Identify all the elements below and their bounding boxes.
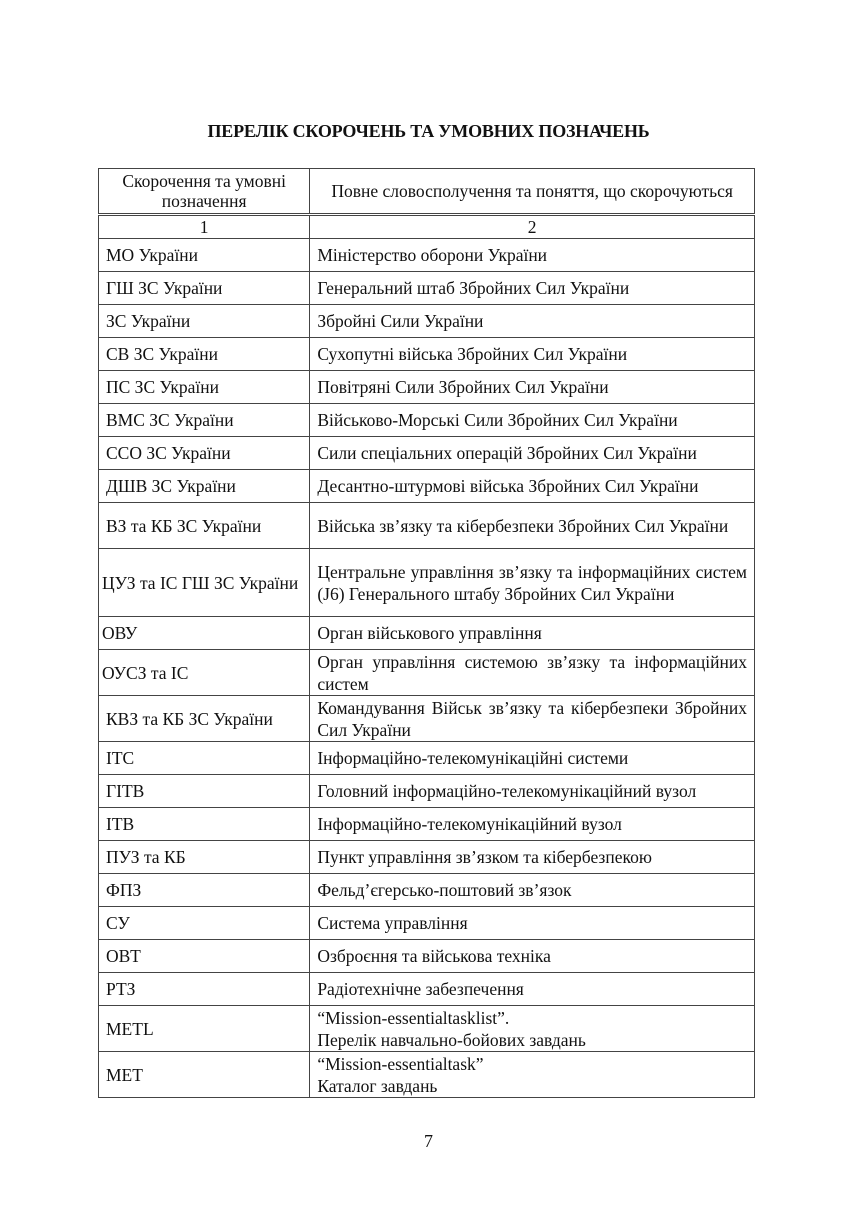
abbreviation-cell: ПУЗ та КБ: [99, 841, 310, 874]
meaning-cell: Командування Військ зв’язку та кібербезпеки Збройних Сил України: [310, 696, 755, 742]
table-row: [99, 650, 755, 696]
table-row: [99, 503, 755, 549]
table-row: [99, 1052, 755, 1098]
meaning-cell: Орган управління системою зв’язку та інформаційних систем: [310, 650, 755, 696]
column-number-row: [99, 216, 755, 239]
page-title: ПЕРЕЛІК СКОРОЧЕНЬ ТА УМОВНИХ ПОЗНАЧЕНЬ: [207, 121, 650, 141]
meaning-cell: Орган військового управління: [310, 617, 755, 650]
header-cell-abbreviations: Скорочення та умовні позначення: [99, 169, 310, 214]
table-row: [99, 239, 755, 272]
abbreviation-cell: СУ: [99, 907, 310, 940]
meaning-cell: [310, 1006, 755, 1052]
meaning-cell: Система управління: [310, 907, 755, 940]
abbreviation-cell: РТЗ: [99, 973, 310, 1006]
table-row: [99, 404, 755, 437]
table-row: [99, 841, 755, 874]
table-row: [99, 338, 755, 371]
meaning-cell: Інформаційно-телекомунікаційні системи: [310, 742, 755, 775]
table-row: [99, 696, 755, 742]
abbreviation-cell: ПС ЗС України: [99, 371, 310, 404]
table-row: [99, 874, 755, 907]
abbreviation-cell: ОУСЗ та ІС: [99, 650, 310, 696]
abbreviation-cell: ЗС України: [99, 305, 310, 338]
abbreviation-cell: ОВТ: [99, 940, 310, 973]
meaning-cell: Війська зв’язку та кібербезпеки Збройних Сил України: [310, 503, 755, 549]
abbreviation-cell: ФПЗ: [99, 874, 310, 907]
meaning-cell: Сили спеціальних операцій Збройних Сил України: [310, 437, 755, 470]
abbreviations-table-header: [98, 168, 755, 214]
table-row: [99, 470, 755, 503]
header-cell-full-meaning: Повне словосполучення та поняття, що скорочуються: [310, 169, 755, 214]
meaning-line: Каталог завдань: [317, 1075, 438, 1096]
meaning-cell: Повітряні Сили Збройних Сил України: [310, 371, 755, 404]
abbreviation-cell: ГІТВ: [99, 775, 310, 808]
table-row: [99, 973, 755, 1006]
abbreviation-cell: КВЗ та КБ ЗС України: [99, 696, 310, 742]
abbreviation-cell: ССО ЗС України: [99, 437, 310, 470]
meaning-line: “Mission-essentialtasklist”.: [317, 1007, 510, 1028]
meaning-cell: Озброєння та військова техніка: [310, 940, 755, 973]
meaning-cell: Військово-Морські Сили Збройних Сил України: [310, 404, 755, 437]
meaning-cell: Інформаційно-телекомунікаційний вузол: [310, 808, 755, 841]
header-row: [99, 169, 755, 214]
table-row: [99, 617, 755, 650]
meaning-cell: Радіотехнічне забезпечення: [310, 973, 755, 1006]
meaning-cell: Міністерство оборони України: [310, 239, 755, 272]
meaning-cell: [310, 1052, 755, 1098]
abbreviations-table: [98, 215, 755, 1098]
table-row: [99, 742, 755, 775]
abbreviation-cell: МЕТ: [99, 1052, 310, 1098]
abbreviation-cell: METL: [99, 1006, 310, 1052]
table-row: [99, 549, 755, 617]
abbreviation-cell: ГШ ЗС України: [99, 272, 310, 305]
meaning-cell: Сухопутні війська Збройних Сил України: [310, 338, 755, 371]
table-row: [99, 808, 755, 841]
page-number: 7: [424, 1131, 433, 1151]
meaning-cell: Десантно-штурмові війська Збройних Сил України: [310, 470, 755, 503]
abbreviation-cell: ІТС: [99, 742, 310, 775]
meaning-cell: Головний інформаційно-телекомунікаційний вузол: [310, 775, 755, 808]
column-number-2: 2: [310, 216, 755, 239]
table-row: [99, 1006, 755, 1052]
table-row: [99, 940, 755, 973]
table-row: [99, 907, 755, 940]
meaning-cell: Генеральний штаб Збройних Сил України: [310, 272, 755, 305]
meaning-cell: Фельд’єгерсько-поштовий зв’язок: [310, 874, 755, 907]
abbreviation-cell: ДШВ ЗС України: [99, 470, 310, 503]
abbreviation-cell: СВ ЗС України: [99, 338, 310, 371]
meaning-cell: Центральне управління зв’язку та інформаційних систем (J6) Генерального штабу Збройних Сил України: [310, 549, 755, 617]
meaning-line: Перелік навчально-бойових завдань: [317, 1029, 586, 1050]
abbreviation-cell: ІТВ: [99, 808, 310, 841]
meaning-line: “Mission-essentialtask”: [317, 1053, 484, 1074]
table-row: [99, 371, 755, 404]
abbreviation-cell: МО України: [99, 239, 310, 272]
table-row: [99, 775, 755, 808]
abbreviation-cell: ЦУЗ та ІС ГШ ЗС України: [99, 549, 310, 617]
abbreviation-cell: ВЗ та КБ ЗС України: [99, 503, 310, 549]
meaning-cell: Збройні Сили України: [310, 305, 755, 338]
table-row: [99, 305, 755, 338]
table-row: [99, 437, 755, 470]
table-row: [99, 272, 755, 305]
abbreviation-cell: ВМС ЗС України: [99, 404, 310, 437]
meaning-cell: Пункт управління зв’язком та кібербезпекою: [310, 841, 755, 874]
column-number-1: 1: [99, 216, 310, 239]
abbreviation-cell: ОВУ: [99, 617, 310, 650]
